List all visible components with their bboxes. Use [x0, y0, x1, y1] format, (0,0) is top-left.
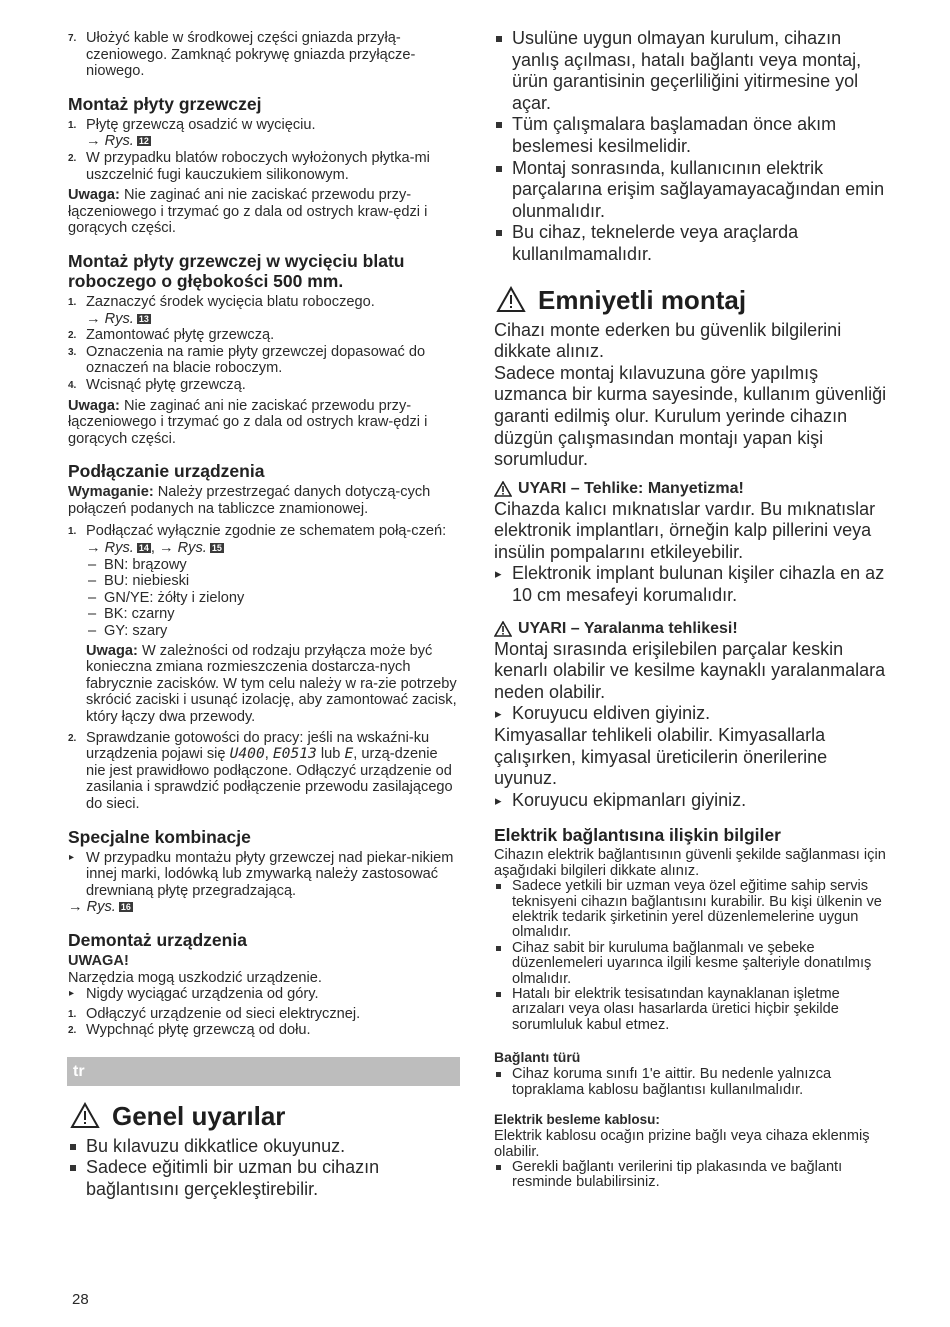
figure-ref-label: Rys. [86, 899, 116, 916]
step-text: Odłączyć urządzenie od sieci elektrycznej. [86, 1005, 361, 1022]
section-heading-special: Specjalne kombinacje [68, 826, 251, 847]
step-text: Zaznaczyć środek wycięcia blatu roboczego. [86, 293, 375, 310]
step-number: 4. [68, 379, 77, 391]
figure-number-badge: 16 [120, 902, 131, 913]
note [68, 398, 460, 448]
step-number: 3. [68, 346, 77, 358]
note-label: Uwaga: [86, 642, 138, 659]
warning-icon [494, 481, 512, 497]
wire-color-item: – BK: czarny [86, 606, 460, 623]
figure-reference: → Rys. 16 [68, 899, 131, 916]
figure-number-badge: 15 [211, 543, 222, 554]
action-item: ▸ Elektronik implant bulunan kişiler cihazla en az 10 cm mesafeyi korumalıdır. [494, 563, 890, 606]
list-item: Hatalı bir elektrik tesisatından kaynaklanan işletme arızaları veya olası hasarlarda üretici hiçbir şekilde sorumluluk kabul etmez. [494, 987, 890, 1033]
section-heading-dismount: Demontaż urządzenia [68, 929, 247, 950]
list-item: Usulüne uygun olmayan kurulum, cihazın yanlış açılması, hatalı bağlantı veya montaj, ürün garantisinin geçerliliğini yitirmesine yol açar. [494, 28, 890, 114]
step-number: 7. [68, 33, 77, 44]
step-item [68, 294, 460, 311]
step-number: 1. [68, 296, 77, 308]
list-item: Tüm çalışmalara başlamadan önce akım beslemesi kesilmelidir. [494, 114, 890, 157]
step-item [68, 1022, 460, 1039]
paragraph: Elektrik kablosu ocağın prizine bağlı veya cihaza eklenmiş olabilir. [494, 1128, 870, 1160]
section-heading-connect: Podłączanie urządzenia [68, 461, 265, 482]
step-7 [68, 30, 460, 80]
paragraph: Montaj sırasında erişilebilen parçalar keskin kenarlı olabilir ve kesilme kaynaklı yaralanmalara neden olabilir. [494, 638, 886, 702]
step-item [68, 730, 460, 813]
list-item: Cihaz sabit bir kuruluma bağlanmalı ve şebeke düzenlemeleri uyarınca ilgili kesme şalteriyle donatılmış olmalıdır. [494, 941, 890, 987]
right-column [494, 28, 890, 1191]
section-heading-connection-type: Bağlantı türü [494, 1049, 581, 1066]
warning-heading-text: UYARI – Tehlike: Manyetizma! [518, 479, 744, 497]
step-number: 1. [68, 526, 77, 538]
warning-icon [68, 1101, 102, 1131]
wire-color-item: – BU: niebieski [86, 573, 460, 590]
section-heading-power-cable: Elektrik besleme kablosu: [494, 1112, 660, 1128]
section-heading-500mm: Montaż płyty grzewczej w wycięciu blatu roboczego o głębokości 500 mm. [68, 250, 405, 291]
figure-ref-label: Rys. [104, 540, 134, 557]
display-code: E0513 [272, 745, 317, 763]
wire-color-item: – BN: brązowy [86, 557, 460, 574]
power-cable-list [494, 1160, 890, 1191]
step-text: Oznaczenia na ramie płyty grzewczej dopasować do oznaczeń na blacie roboczym. [86, 343, 426, 377]
caution-text: Narzędzia mogą uszkodzić urządzenie. [68, 969, 322, 986]
requirement-label: Wymaganie: [68, 484, 154, 501]
general-warning-list [68, 1136, 460, 1201]
action-item: ▸ Koruyucu eldiven giyiniz. [494, 703, 890, 725]
note [68, 643, 460, 726]
section-title-safe-installation [494, 284, 890, 316]
electric-info-list [494, 879, 890, 1033]
step-text: Podłączać wyłącznie zgodnie ze schematem połą-czeń: [86, 523, 447, 540]
top-warning-list [494, 28, 890, 266]
title-text: Emniyetli montaj [538, 284, 747, 315]
instruction-item: ▸ W przypadku montażu płyty grzewczej nad piekar-nikiem innej marki, lodówką lub zmywarką należy zastosować drewnianą płytę przegradzającą. [68, 850, 460, 900]
list-item: Cihaz koruma sınıfı 1'e aittir. Bu nedenle yalnızca topraklama kablosu bağlantısı kullanılmalıdır. [494, 1067, 890, 1098]
note-label: Uwaga: [68, 187, 120, 204]
list-item: Bu cihaz, teknelerde veya araçlarda kullanılmamalıdır. [494, 222, 890, 265]
step-item [68, 523, 460, 540]
paragraph: Sadece montaj kılavuzuna göre yapılmış uzmanca bir kurma sayesinde, kullanım güvenliği garanti edilmiş olur. Kurulum yerinde cihazın düzgün çalışmasından montajı yapan kişi sorumludur. [494, 362, 887, 470]
step-item [68, 344, 460, 377]
action-item: ▸ Koruyucu ekipmanları giyiniz. [494, 790, 890, 812]
note-text: Nie zaginać ani nie zaciskać przewodu przy-łączeniowego i trzymać go z dala od ostrych kraw-ędzi i gorących części. [68, 397, 428, 447]
step-text: Ułożyć kable w środkowej części gniazda przyłą-czeniowego. Zamknąć pokrywę gniazda przyłącze-niowego. [86, 30, 416, 80]
paragraph: Cihazı monte ederken bu güvenlik bilgilerini dikkate alınız. [494, 319, 842, 362]
step-number: 2. [68, 1025, 77, 1037]
step-text: Płytę grzewczą osadzić w wycięciu. [86, 116, 316, 133]
warning-icon [494, 621, 512, 637]
wire-color-item: – GN/YE: żółty i zielony [86, 590, 460, 607]
wire-color-list [68, 557, 460, 640]
step-text: Wypchnąć płytę grzewczą od dołu. [86, 1022, 311, 1039]
step-text: W przypadku blatów roboczych wyłożonych płytka-mi uszczelnić fugi kauczukiem silikonowym. [86, 149, 430, 183]
note-text: Nie zaginać ani nie zaciskać przewodu przy-łączeniowego i trzymać go z dala od ostrych kraw-ędzi i gorących części. [68, 187, 428, 237]
display-code: E [344, 745, 354, 763]
step-text: , urzą-dzenie nie jest prawidłowo podłączone. Odłączyć urządzenie od zasilania i sprawdzić podłączenie przewodu zasilającego do sieci. [86, 746, 453, 812]
figure-number-badge: 13 [138, 313, 149, 324]
figure-ref-label: Rys. [104, 310, 134, 327]
list-item: Sadece yetkili bir uzman veya özel eğitime sahip servis teknisyeni cihazın bağlantısını kurabilir. Bu kişi ülkenin ve elektrik tedarik şirketinin yerel düzenlemelerine uygun olmalıdır. [494, 879, 890, 941]
note [68, 187, 460, 237]
separator: , [264, 746, 269, 763]
paragraph: Cihazın elektrik bağlantısının güvenli şekilde sağlanması için aşağıdaki bilgileri dikkate alınız. [494, 847, 886, 879]
page-number: 28 [72, 1291, 89, 1308]
section-heading-mount: Montaż płyty grzewczej [68, 93, 262, 114]
figure-reference: → Rys. 12 [86, 133, 149, 150]
note-text: W zależności od rodzaju przyłącza może być konieczna zmiana rozmieszczenia dostarcza-nych fabrycznie zacisków. W tym celu należy w ra-zie potrzeby skrócić zaciski i usunąć izolację, aby zamontować zacisk, który łączy dwa przewody. [86, 642, 457, 725]
section-heading-electric: Elektrik bağlantısına ilişkin bilgiler [494, 825, 781, 846]
step-text: Wcisnąć płytę grzewczą. [86, 376, 246, 393]
list-item: Montaj sonrasında, kullanıcının elektrik parçalarına erişim sağlayamayacağından emin olunmalıdır. [494, 158, 890, 223]
step-number: 1. [68, 1008, 77, 1020]
conjunction: lub [320, 746, 341, 763]
step-item [68, 327, 460, 344]
warning-heading-injury [494, 619, 890, 639]
figure-reference: → Rys. 13 [86, 310, 149, 327]
step-text: Zamontować płytę grzewczą. [86, 327, 275, 344]
figure-number-badge: 12 [138, 136, 149, 147]
left-column [68, 30, 460, 1200]
connection-type-list [494, 1067, 890, 1098]
step-number: 2. [68, 152, 77, 164]
paragraph: Cihazda kalıcı mıknatıslar vardır. Bu mıknatıslar elektronik implantları, örneğin kalp pillerini veya insülin pompalarını etkileyebilir. [494, 498, 876, 562]
warning-heading-magnetism [494, 479, 890, 499]
figure-ref-label: Rys. [177, 540, 207, 557]
language-bar: tr [67, 1057, 460, 1086]
figure-ref-label: Rys. [104, 133, 134, 150]
step-text: Sprawdzanie gotowości do pracy: jeśli na wskaźni-ku urządzenia pojawi się [86, 729, 430, 763]
instruction-item: ▸ Nigdy wyciągać urządzenia od góry. [68, 986, 460, 1003]
figure-reference: → Rys. 14 , → Rys. 15 [86, 540, 222, 557]
wire-color-item: – GY: szary [86, 623, 460, 640]
paragraph: Kimyasallar tehlikeli olabilir. Kimyasallarla çalışırken, kimyasal üreticilerin önerilerine uyunuz. [494, 725, 828, 789]
display-code: U400 [229, 745, 265, 763]
requirement [68, 484, 460, 517]
list-item: Bu kılavuzu dikkatlice okuyunuz. [68, 1136, 460, 1158]
requirement-text: Należy przestrzegać danych dotyczą-cych połączeń podanych na tabliczce znamionowej. [68, 484, 431, 517]
list-item: Gerekli bağlantı verilerini tip plakasında ve bağlantı resminde bulabilirsiniz. [494, 1160, 890, 1191]
caution-label: UWAGA! [68, 952, 129, 969]
warning-icon [494, 285, 528, 315]
step-number: 1. [68, 119, 77, 131]
list-item: Sadece eğitimli bir uzman bu cihazın bağlantısını gerçekleştirebilir. [68, 1157, 460, 1200]
section-title-general [68, 1100, 460, 1132]
step-number: 2. [68, 732, 77, 744]
figure-number-badge: 14 [138, 543, 149, 554]
step-number: 2. [68, 330, 77, 342]
step-item [68, 1006, 460, 1023]
warning-heading-text: UYARI – Yaralanma tehlikesi! [518, 619, 738, 637]
note-label: Uwaga: [68, 397, 120, 414]
title-text: Genel uyarılar [112, 1100, 286, 1131]
step-item [68, 150, 460, 183]
step-item [68, 377, 460, 394]
step-item [68, 117, 460, 134]
